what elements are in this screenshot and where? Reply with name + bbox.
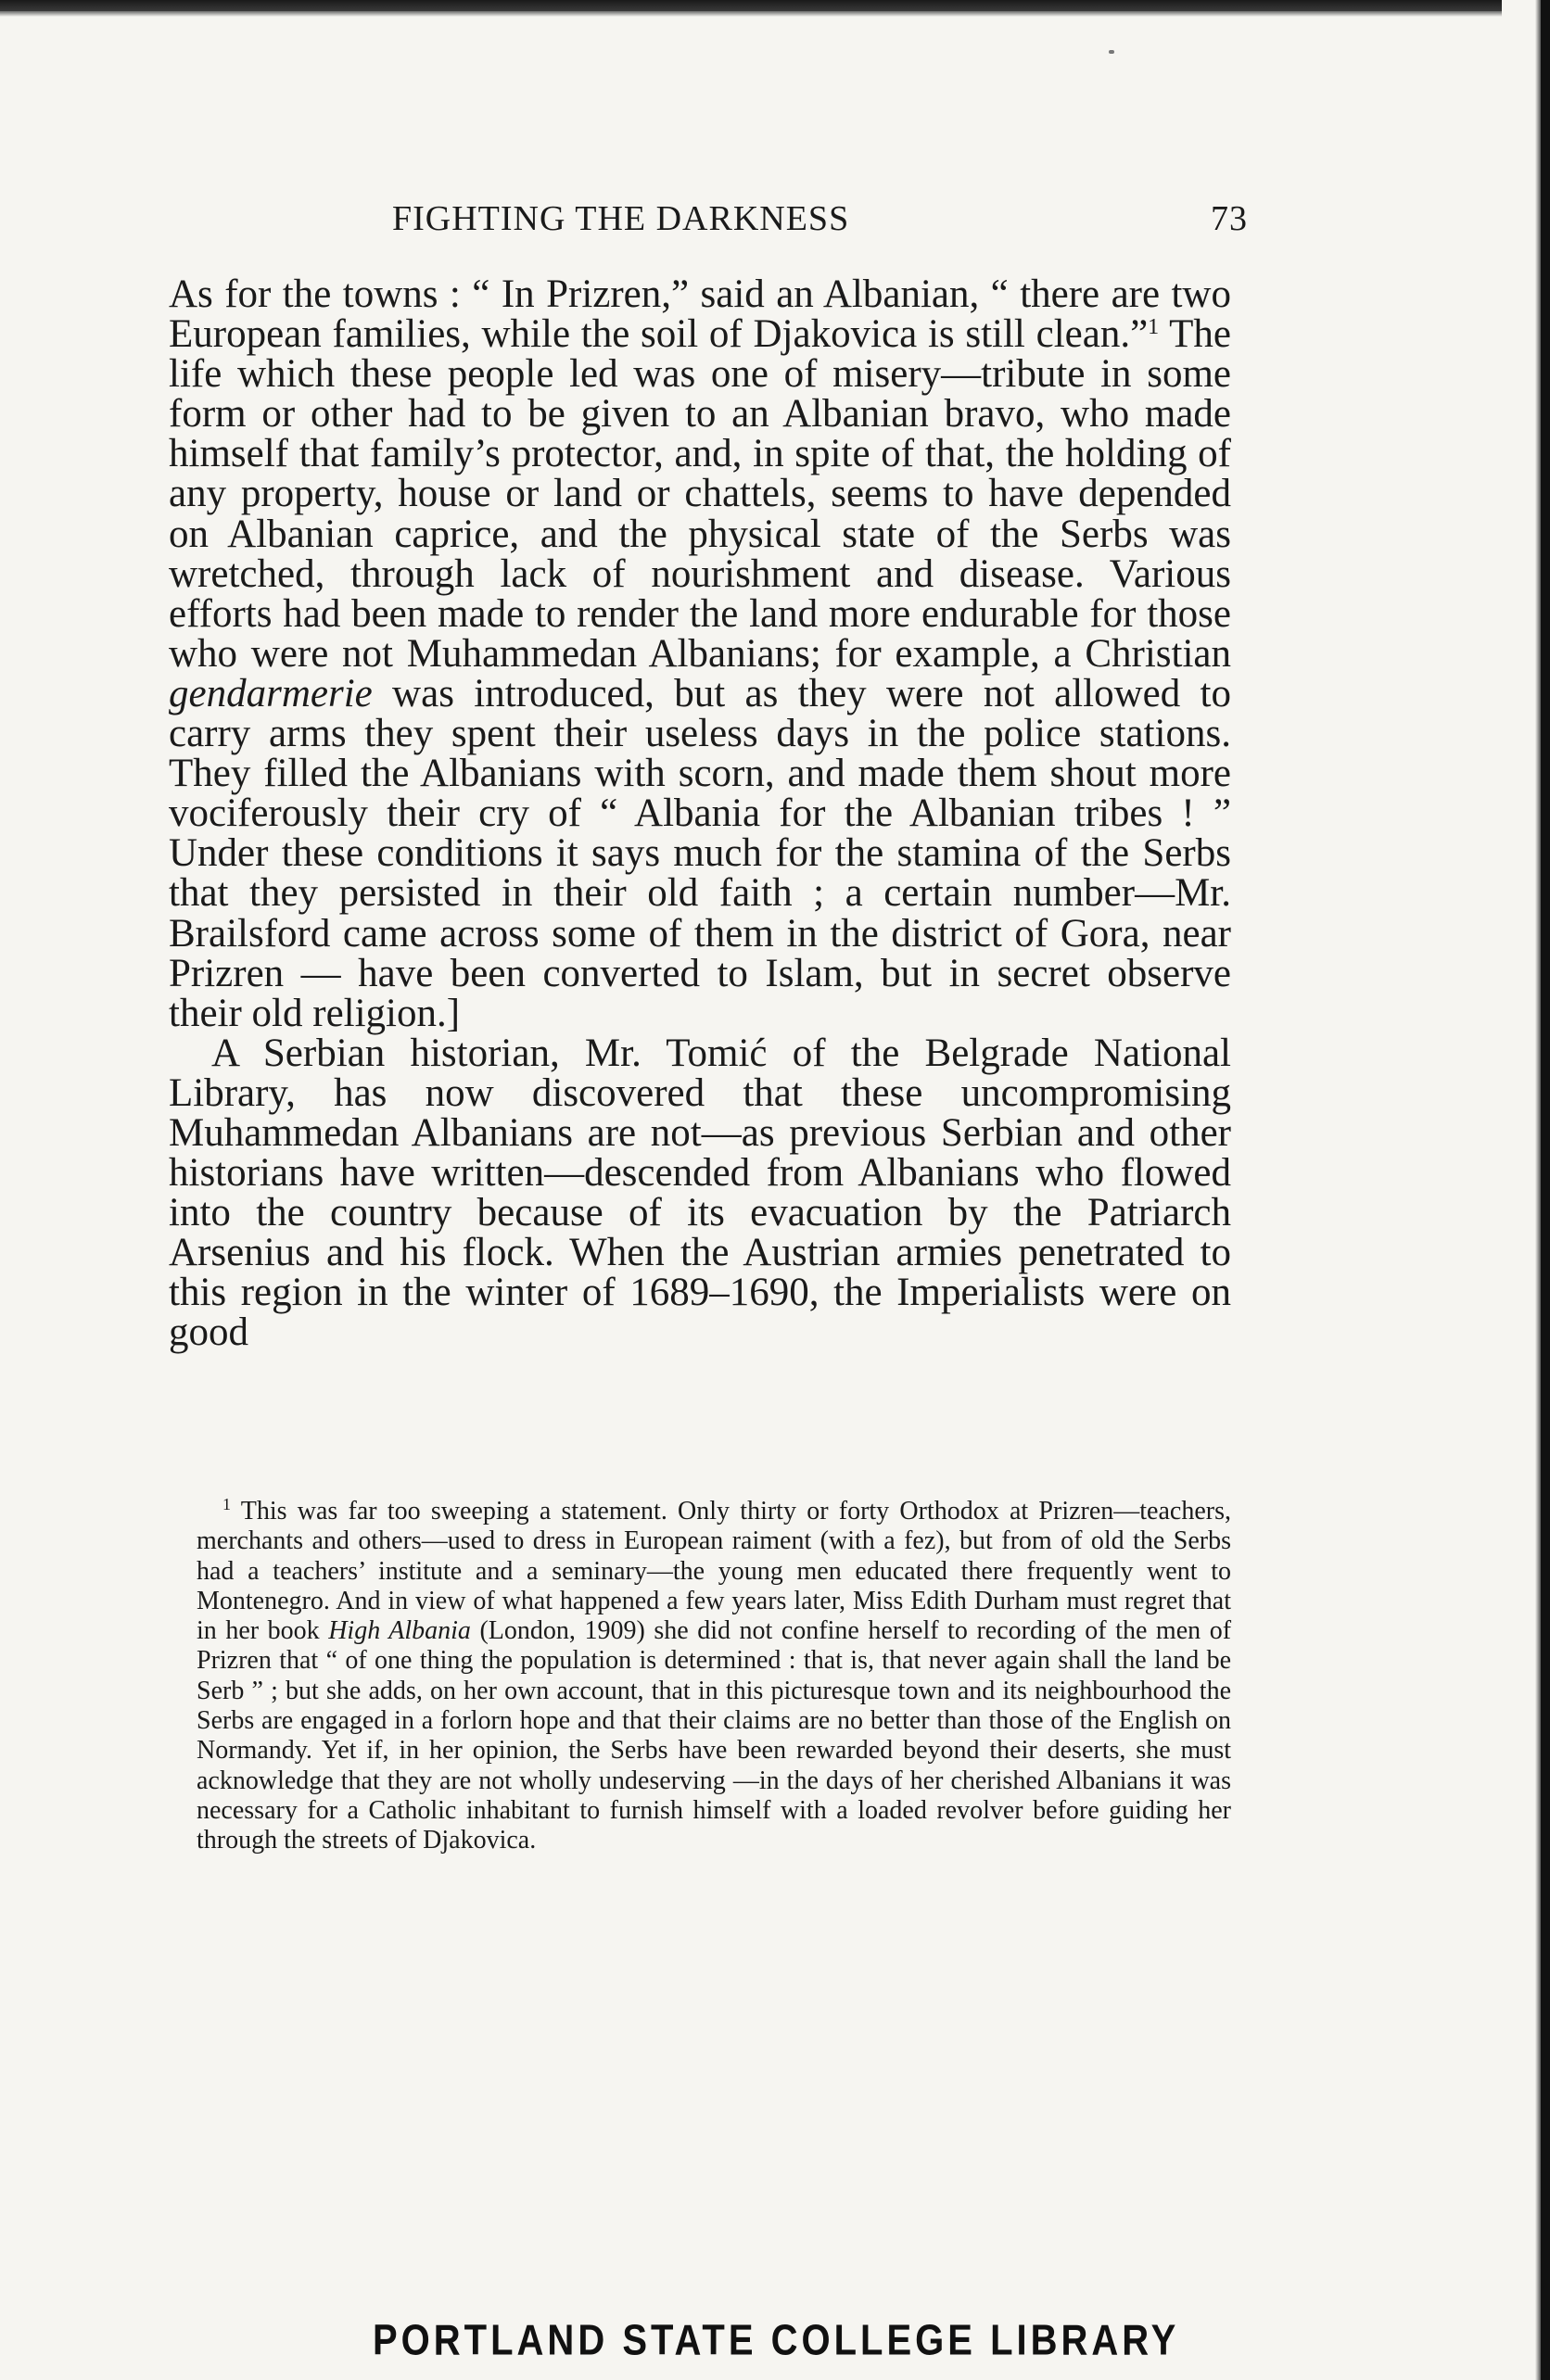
running-title: FIGHTING THE DARKNESS — [392, 199, 850, 238]
running-head — [211, 193, 1248, 248]
scan-top-shadow — [0, 11, 1502, 17]
scan-right-border — [1541, 0, 1550, 2380]
paragraph: A Serbian historian, Mr. Tomić of the Belgrade National Library, has now discovered that these uncompromising Muhammedan Albanians are not—as previous Serbian and other historians have written—descended from Albanians who flowed into the country because of its evacuation by the Patriarch Arsenius and his flock. When the Austrian armies penetrated to this region in the winter of 1689–1690, the Imperialists were on good — [169, 1031, 1231, 1355]
italic-term: gendarmerie — [169, 671, 373, 715]
page-number: 73 — [1211, 199, 1248, 238]
body-text — [169, 274, 1231, 1353]
book-title: High Albania — [328, 1616, 471, 1646]
library-stamp: PORTLAND STATE COLLEGE LIBRARY — [373, 2317, 1180, 2364]
footnote: $^1$ This was far too sweeping a statement. Only thirty or forty Orthodox at Prizren—teachers, merchants and others—used to dress in European raiment (with a fez), but from of old the Serbs had a teachers’ institute and a seminary—the young men educated there frequently went to Montenegro. And in view of what happened a few years later, Miss Edith Durham must regret that in her book High Albania (London, 1909) she did not confine herself to recording of the men of Prizren that “ of one thing the population is determined : that is, that never again shall the land be Serb ” ; but she adds, on her own account, that in this picturesque town and its neighbourhood the Serbs are engaged in a forlorn hope and that their claims are no better than those of the English on Normandy. Yet if, in her opinion, the Serbs have been rewarded beyond their deserts, she must acknowledge that they are not wholly undeserving —in the days of her cherished Albanians it was necessary for a Catholic inhabitant to furnish himself with a loaded revolver before guiding her through the streets of Djakovica. — [197, 1495, 1232, 1855]
scan-top-border — [0, 0, 1502, 11]
paragraph: As for the towns : “ In Prizren,” said an Albanian, “ there are two European families, while the soil of Djakovica is still clean.”$^1$ The life which these people led was one of misery—tribute in some form or other had to be given to an Albanian bravo, who made himself that family’s protector, and, in spite of that, the holding of any property, house or land or chattels, seems to have depended on Albanian caprice, and the physical state of the Serbs was wretched, through lack of nourishment and disease. Various efforts had been made to render the land more endurable for those who were not Muhammedan Albanians; for example, a Christian gendarmerie was introduced, but as they were not allowed to carry arms they spent their useless days in the police stations. They filled the Albanians with scorn, and made them shout more vociferously their cry of “ Albania for the Albanian tribes ! ” Under these conditions it says much for the stamina of the Serbs that they persisted in their old faith ; a certain number—Mr. Brailsford came across some of them in the district of Gora, near Prizren — have been converted to Islam, but in secret observe their old religion.] — [169, 272, 1231, 1035]
scan-speck — [1109, 50, 1114, 54]
footnote-reference: 1 — [1148, 315, 1160, 340]
footnote-marker: 1 — [222, 1495, 231, 1513]
